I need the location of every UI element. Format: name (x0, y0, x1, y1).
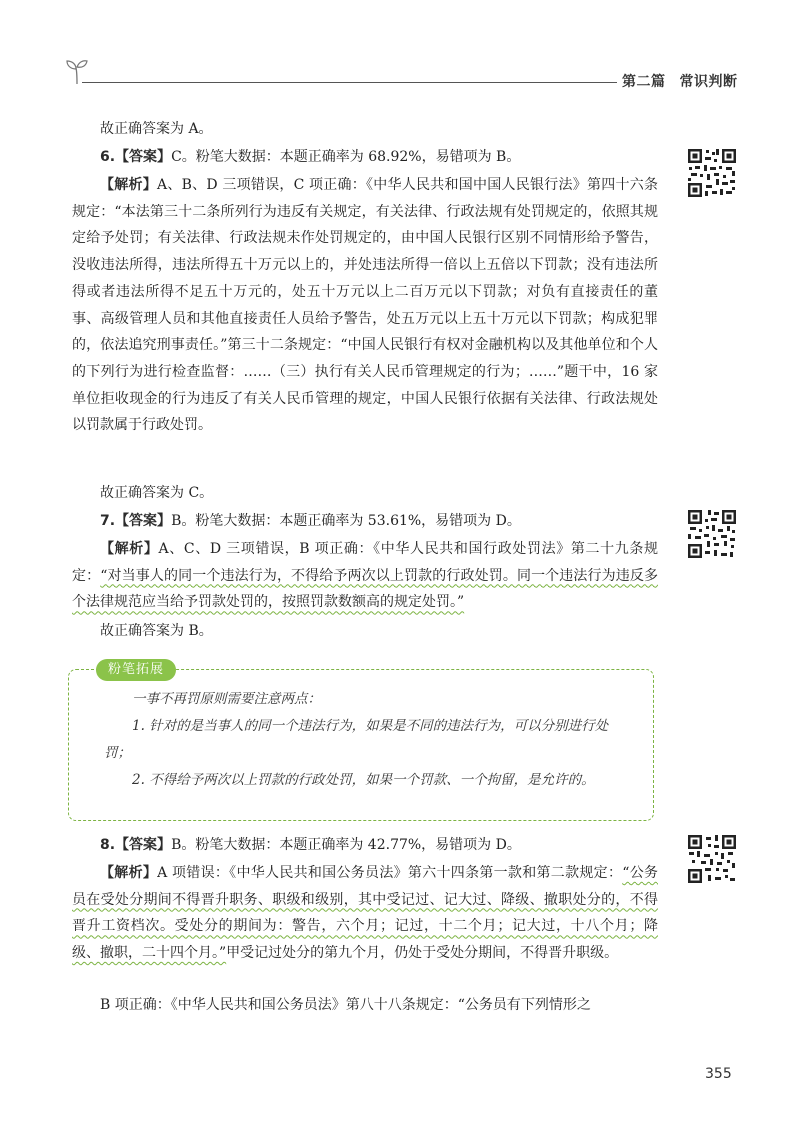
extension-point-1: 1. 针对的是当事人的同一个违法行为，如果是不同的违法行为，可以分别进行处罚； (104, 718, 609, 761)
analysis-label: 【解析】 (100, 541, 159, 557)
answer-text: B。粉笔大数据：本题正确率为 53.61%，易错项为 D。 (171, 513, 521, 529)
answer-conclusion: 故正确答案为 C。 (100, 485, 214, 501)
extension-line (104, 686, 634, 794)
question-8-analysis (72, 860, 658, 967)
answer-text: C。粉笔大数据：本题正确率为 68.92%，易错项为 B。 (171, 149, 521, 165)
running-header (622, 71, 738, 91)
answer-conclusion: 故正确答案为 A。 (100, 121, 213, 137)
question-6-answer (72, 144, 658, 171)
highlighted-quote: “公务员在受处分期间不得晋升职务、职级和级别，其中受记过、记大过、降级、撤职处分的，不得晋升工资档次。受处分的期间为：警告，六个月；记过，十二个月；记大过，十八个月；降级、撤职，二十四个月。” (72, 865, 658, 962)
extension-intro: 一事不再罚原则需要注意两点： (132, 691, 321, 707)
question-8-answer (72, 832, 658, 859)
page-number: 355 (705, 1066, 732, 1082)
header-rule (82, 82, 617, 83)
extension-point-2: 2. 不得给予两次以上罚款的行政处罚，如果一个罚款、一个拘留，是允许的。 (132, 772, 595, 788)
qr-code-icon[interactable] (686, 147, 738, 199)
analysis-label: 【解析】 (100, 177, 158, 193)
answer-label: 8.【答案】 (100, 837, 172, 853)
highlighted-quote: “对当事人的同一个违法行为，不得给予两次以上罚款的行政处罚。同一个违法行为违反多个法律规范应当给予罚款处罚的，按照罚款数额高的规定处罚。” (72, 567, 659, 611)
answer-label: 7.【答案】 (100, 513, 172, 529)
extension-tag: 粉笔拓展 (96, 659, 176, 681)
question-6-analysis (72, 172, 658, 439)
answer-text: B。粉笔大数据：本题正确率为 42.77%，易错项为 D。 (171, 837, 521, 853)
qr-code-icon[interactable] (686, 508, 738, 560)
analysis-label: 【解析】 (100, 865, 158, 881)
answer-label: 6.【答案】 (100, 149, 172, 165)
question-7-analysis (72, 536, 658, 616)
analysis-text: A、C、D 三项错误，B 项正确：《中华人民共和国行政处罚法》第二十九条规定： (72, 541, 659, 584)
analysis-text: A、B、D 三项错误，C 项正确：《中华人民共和国中国人民银行法》第四十六条规定：“本法第三十二条所列行为违反有关规定，有关法律、行政法规有处罚规定的，依照其规定给予处罚；有关法律、行政法规未作处罚规定的，由中国人民银行区别不同情形给予警告，没收违法所得，违法所得五十万元以上的，并处违法所得一倍以上五倍以下罚款；没有违法所得或者违法所得不足五十万元的，处五十万元以上二百万元以下罚款；对负有直接责任的董事、高级管理人员和其他直接责任人员给予警告，处五万元以上五十万元以下罚款；构成犯罪的，依法追究刑事责任。”第三十二条规定：“中国人民银行有权对金融机构以及其他单位和个人的下列行为进行检查监督：……（三）执行有关人民币管理规定的行为；……”题干中，16 家单位拒收现金的行为违反了有关人民币管理的规定，中国人民银行依据有关法律、行政法规处以罚款属于行政处罚。 (72, 177, 659, 434)
answer-conclusion: 故正确答案为 B。 (100, 623, 213, 639)
analysis-text: 甲受记过处分的第九个月，仍处于受处分期间，不得晋升职级。 (226, 945, 619, 962)
analysis-text: A 项错误：《中华人民共和国公务员法》第六十四条第一款和第二款规定： (157, 865, 623, 881)
option-b-analysis: B 项正确：《中华人民共和国公务员法》第八十八条规定：“公务员有下列情形之 (100, 997, 591, 1013)
question-7-answer (72, 508, 658, 535)
chapter-title: 常识判断 (679, 74, 738, 90)
qr-code-icon[interactable] (686, 833, 738, 885)
part-title: 第二篇 (622, 74, 666, 90)
